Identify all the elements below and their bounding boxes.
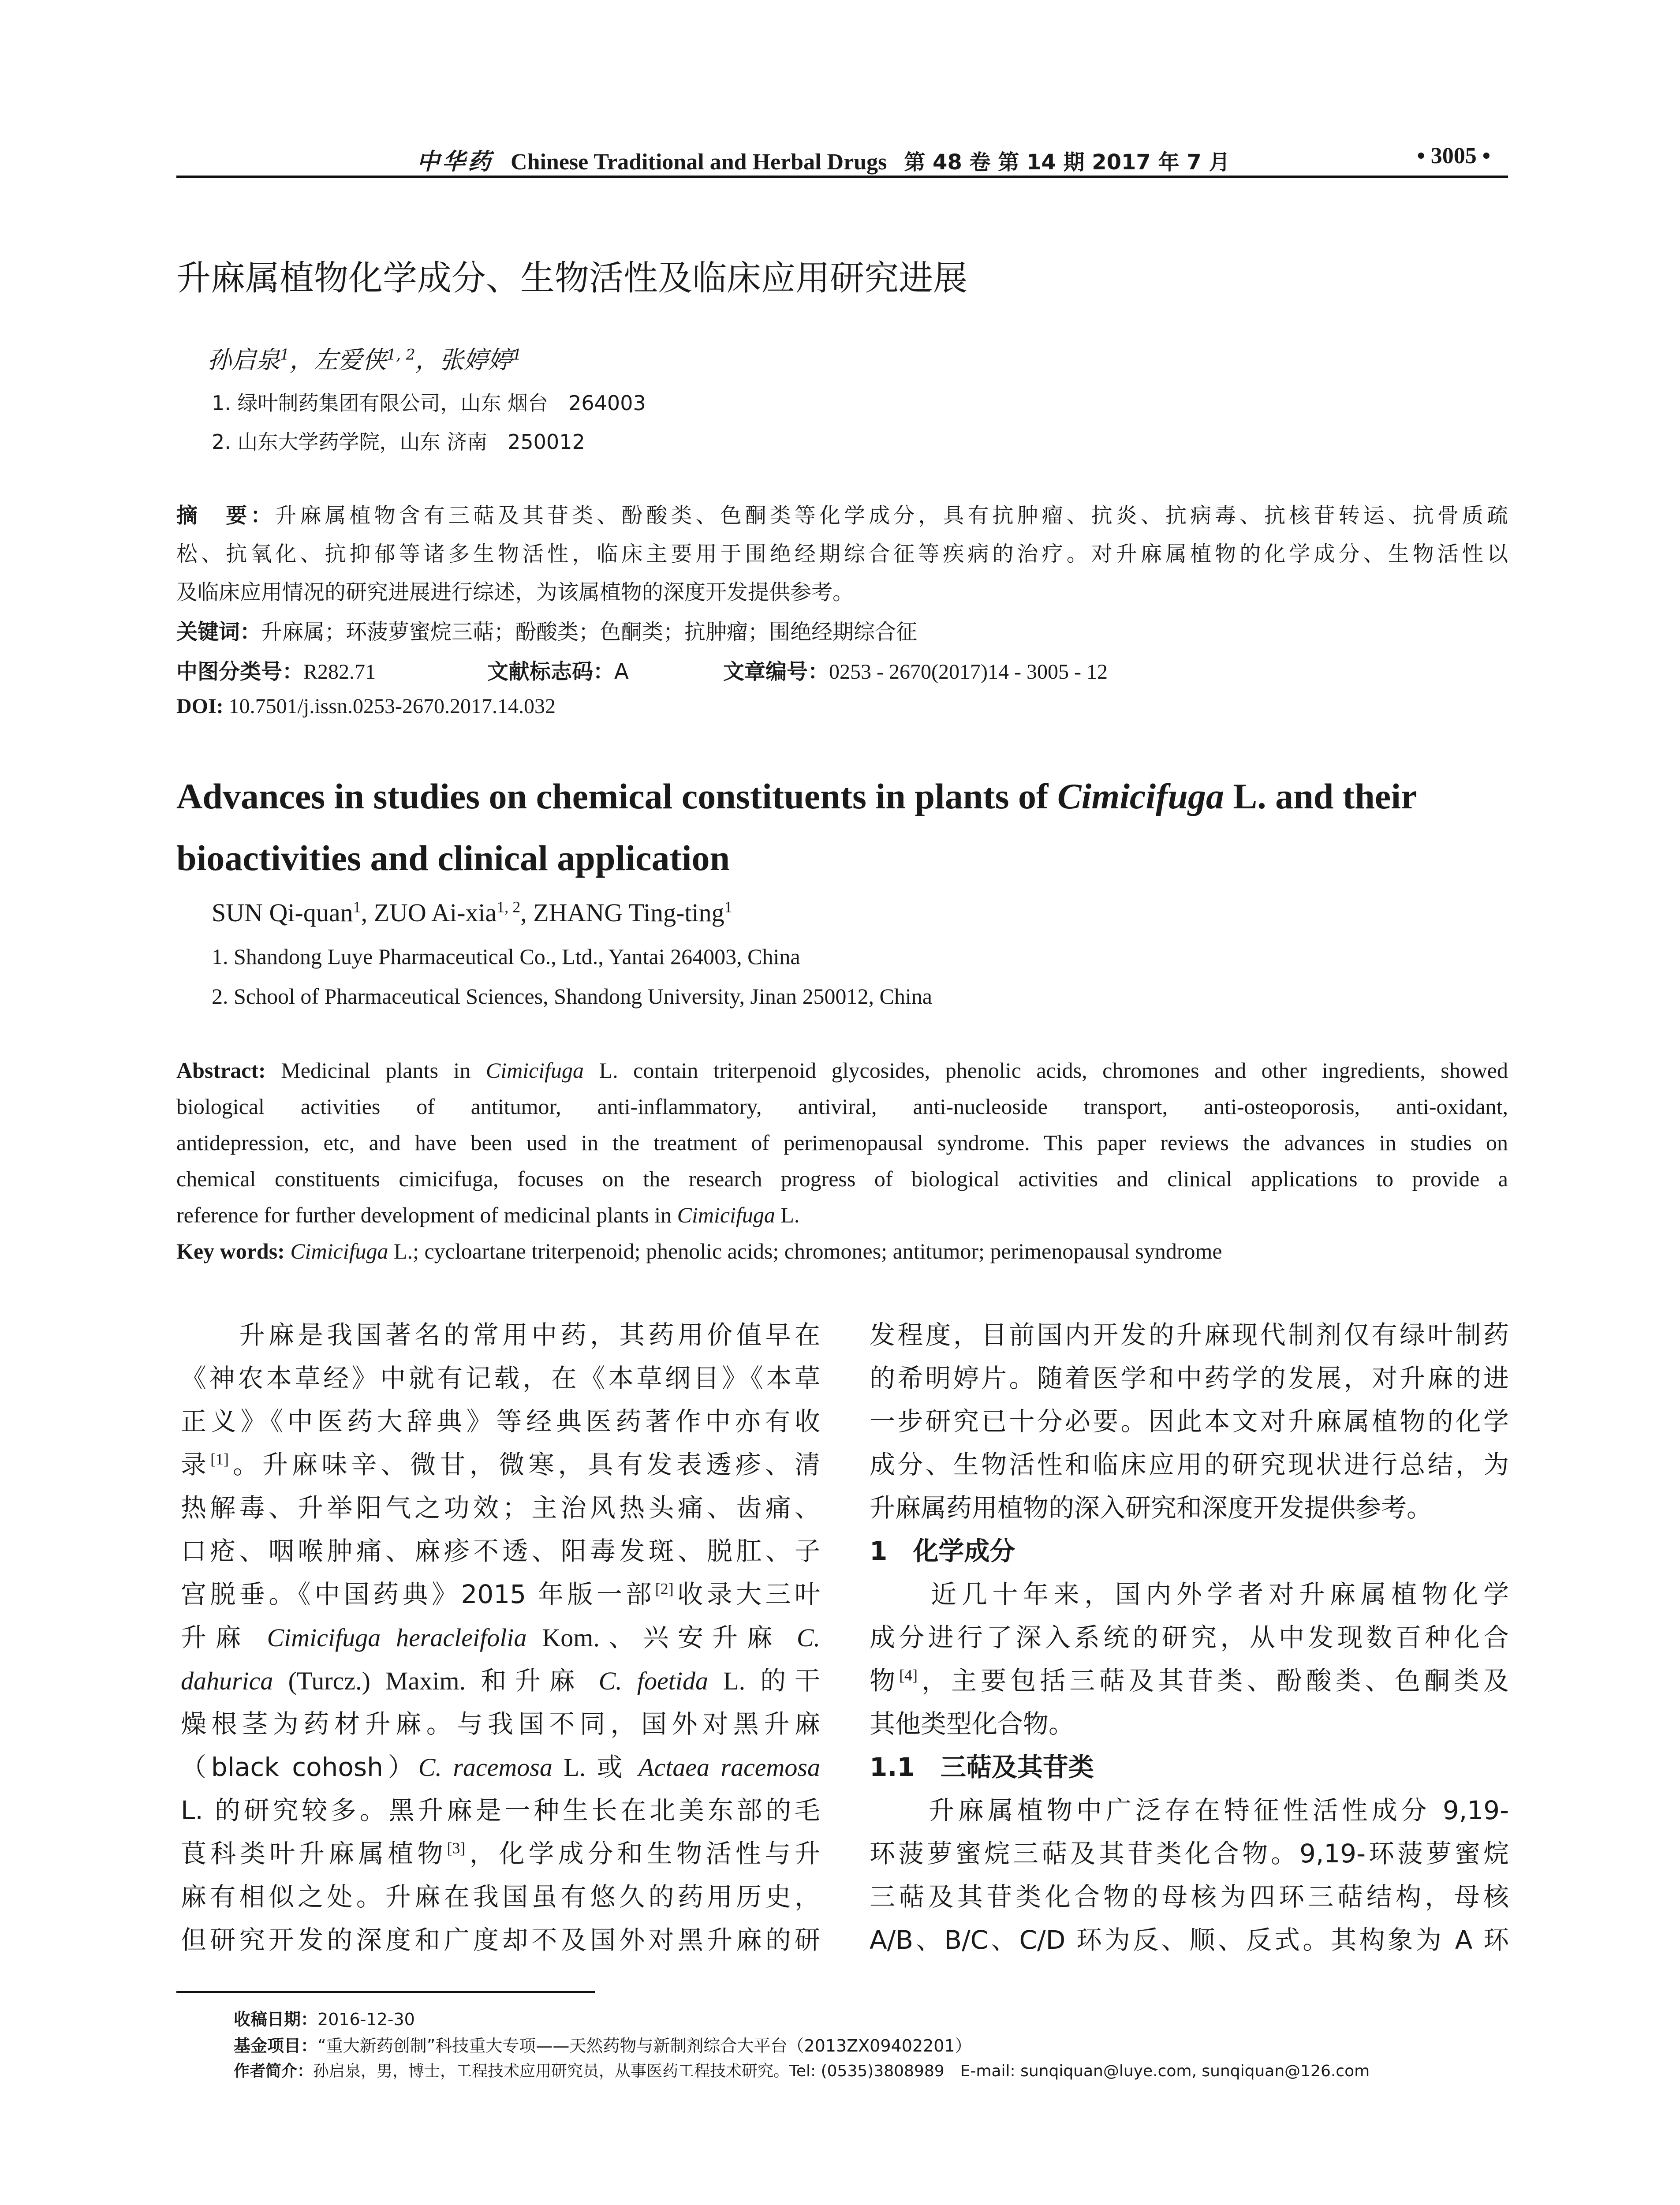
keywords-cn (176, 615, 1508, 645)
body-line (870, 1660, 1509, 1697)
body-line: A/B、B/C、C/D 环为反、顺、反式。其构象为 A 环 (870, 1925, 1509, 1955)
abstract-cn-label: 摘 要： (176, 503, 276, 528)
keywords-en-label: Key words: (176, 1239, 285, 1263)
author-list-en: SUN Qi-quan$^1$, ZUO Ai-xia$^{1, 2}$, ZHANG Ting-ting$^1$ (212, 898, 732, 927)
body-line (181, 1444, 820, 1481)
journal-name (417, 143, 1230, 176)
author-affil-sup: 1 (280, 346, 290, 364)
article-number (723, 654, 1108, 685)
footnote-rule (176, 1991, 595, 1993)
running-header (176, 140, 1508, 178)
body-line: 口疮、咽喉肿痛、麻疹不透、阳毒发斑、脱肛、子 (181, 1536, 820, 1566)
footnote-text: 2016-12-30 (317, 2010, 415, 2029)
body-line: 升麻是我国著名的常用中药，其药用价值早在 (181, 1320, 820, 1350)
body-line: 升麻属植物中广泛存在特征性活性成分 9,19- (870, 1795, 1509, 1825)
clc-label: 中图分类号： (176, 659, 304, 684)
keywords-cn-text: 升麻属；环菠萝蜜烷三萜；酚酸类；色酮类；抗肿瘤；围绝经期综合征 (261, 620, 918, 644)
author-name: ZHANG Ting-ting (533, 898, 724, 927)
author-affil-sup: 1 (724, 898, 732, 916)
body-text: ，主要包括三萜及其苷类、酚酸类、色酮类及 (918, 1666, 1509, 1696)
species-name: Actaea racemosa (638, 1753, 821, 1782)
body-text: 物 (870, 1666, 900, 1696)
body-line: 其他类型化合物。 (870, 1709, 1075, 1739)
article-number-value: 0253 - 2670(2017)14 - 3005 - 12 (829, 660, 1108, 684)
abstract-en-line: antidepression, etc, and have been used in the treatment of perimenopausal syndrome. This paper reviews the advances in studies on (176, 1130, 1508, 1155)
journal-name-en: Chinese Traditional and Herbal Drugs (511, 149, 887, 175)
body-text: 录 (181, 1450, 211, 1480)
doi-label: DOI: (176, 695, 224, 718)
body-text: Kom.、兴安升麻 (526, 1623, 797, 1652)
body-line: 升麻属药用植物的深入研究和深度开发提供参考。 (870, 1493, 1433, 1523)
abstract-en-line: chemical constituents cimicifuga, focuses on the research progress of biological activities and clinical applications to provide a (176, 1166, 1508, 1191)
body-text: (Turcz.) Maxim. 和升麻 (273, 1667, 599, 1695)
article-title-en (176, 766, 1508, 889)
abstract-en-label: Abstract: (176, 1058, 266, 1083)
body-line: 三萜及其苷类化合物的母核为四环三萜结构，母核 (870, 1882, 1509, 1912)
title-en-text: L. and their bioactivities and clinical application (176, 776, 1416, 878)
body-line (181, 1573, 820, 1611)
title-en-genus: Cimicifuga (1057, 776, 1224, 816)
article-title-cn: 升麻属植物化学成分、生物活性及临床应用研究进展 (176, 258, 968, 298)
journal-name-cn: 中华药 (417, 148, 494, 175)
affiliation-cn: 2. 山东大学药学院，山东 济南 250012 (212, 430, 585, 454)
body-line: 正义》《中医药大辞典》等经典医药著作中亦有收 (181, 1406, 820, 1436)
body-line: 发程度，目前国内开发的升麻现代制剂仅有绿叶制药 (870, 1320, 1509, 1350)
body-line (181, 1617, 820, 1654)
footnote-label: 作者简介： (234, 2062, 314, 2080)
author-affil-sup: 1 (512, 346, 522, 364)
author-name: 孙启泉 (207, 346, 280, 374)
abstract-en-line (176, 1058, 1508, 1083)
subsection-heading: 1.1 三萜及其苷类 (870, 1752, 1094, 1782)
keywords-cn-label: 关键词： (176, 620, 261, 644)
clc-value: R282.71 (303, 660, 376, 684)
body-line: 近几十年来，国内外学者对升麻属植物化学 (870, 1579, 1509, 1609)
body-line: 但研究开发的深度和广度却不及国外对黑升麻的研 (181, 1925, 820, 1955)
body-line: 麻有相似之处。升麻在我国虽有悠久的药用历史， (181, 1882, 820, 1912)
affiliation-en: 2. School of Pharmaceutical Sciences, Shandong University, Jinan 250012, China (212, 984, 932, 1009)
species-name: C. foetida (598, 1667, 709, 1695)
abstract-cn-line: 及临床应用情况的研究进展进行综述，为该属植物的深度开发提供参考。 (176, 580, 854, 605)
abstract-en-text: L. contain triterpenoid glycosides, phenolic acids, chromones and other ingredients, showed (584, 1058, 1508, 1083)
citation-ref: [4] (899, 1666, 918, 1684)
author-name: SUN Qi-quan (212, 898, 353, 927)
abstract-en-text: L. (775, 1203, 800, 1227)
author-affil-sup: 1 (353, 898, 361, 916)
abstract-cn-text: 升麻属植物含有三萜及其苷类、酚酸类、色酮类等化学成分，具有抗肿瘤、抗炎、抗病毒、抗核苷转运、抗骨质疏 (275, 503, 1508, 528)
author-affil-sup: 1, 2 (497, 898, 521, 916)
footnote-received (234, 2006, 415, 2030)
body-line: 成分、生物活性和临床应用的研究现状进行总结，为 (870, 1450, 1509, 1480)
body-line: 燥根茎为药材升麻。与我国不同，国外对黑升麻 (181, 1709, 820, 1739)
doc-code-value: A (614, 659, 629, 684)
body-line: 热解毒、升举阳气之功效；主治风热头痛、齿痛、 (181, 1493, 820, 1523)
citation-ref: [3] (447, 1839, 466, 1857)
body-text: L. 的干 (708, 1667, 820, 1695)
body-line: 的希明婷片。随着医学和中药学的发展，对升麻的进 (870, 1363, 1509, 1393)
body-line (181, 1660, 820, 1697)
author-list-cn: 孙启泉$^1$，左爱侠$^{1, 2}$，张婷婷$^1$ (207, 346, 522, 374)
body-text: 茛科类叶升麻属植物 (181, 1839, 447, 1869)
doc-code-label: 文献标志码： (487, 659, 615, 684)
citation-ref: [2] (655, 1580, 674, 1598)
abstract-en-genus: Cimicifuga (485, 1058, 584, 1083)
body-text: 升麻 (181, 1622, 267, 1652)
keywords-en-text: L.; cycloartane triterpenoid; phenolic acids; chromones; antitumor; perimenopausal syndrome (388, 1239, 1222, 1263)
article-number-label: 文章编号： (723, 659, 829, 684)
doi-line (176, 694, 1508, 718)
body-line (181, 1833, 820, 1870)
citation-ref: [1] (210, 1450, 229, 1468)
body-column-right (870, 1314, 1509, 1984)
body-text: L. 或 (552, 1753, 639, 1782)
classification-line (176, 654, 1508, 685)
footnote-author (234, 2059, 1370, 2081)
body-column-left (181, 1314, 820, 1984)
body-line: 《神农本草经》中就有记载，在《本草纲目》《本草 (181, 1363, 820, 1393)
abstract-en-line (176, 1202, 1508, 1228)
body-line: 成分进行了深入系统的研究，从中发现数百种化合 (870, 1622, 1509, 1652)
affiliation-cn: 1. 绿叶制药集团有限公司，山东 烟台 264003 (212, 391, 646, 415)
title-en-text: Advances in studies on chemical constituents in plants of (176, 776, 1057, 816)
body-line: 环菠萝蜜烷三萜及其苷类化合物。9,19-环菠萝蜜烷 (870, 1839, 1509, 1869)
abstract-en-genus: Cimicifuga (677, 1203, 775, 1227)
body-line (181, 1746, 820, 1783)
doc-code (487, 654, 629, 685)
body-text: ，化学成分和生物活性与升 (465, 1839, 820, 1869)
keywords-en-genus: Cimicifuga (290, 1239, 388, 1263)
species-name: dahurica (181, 1667, 273, 1695)
keywords-en (176, 1238, 1508, 1264)
abstract-en-line: biological activities of antitumor, anti-inflammatory, antiviral, anti-nucleoside transport, anti-osteoporosis, anti-oxidant, (176, 1094, 1508, 1119)
body-line: 一步研究已十分必要。因此本文对升麻属植物的化学 (870, 1406, 1509, 1436)
species-name: C. racemosa (418, 1753, 553, 1782)
abstract-cn-line: 松、抗氧化、抗抑郁等诸多生物活性，临床主要用于围绝经期综合征等疾病的治疗。对升麻属植物的化学成分、生物活性以 (176, 542, 1508, 566)
species-name: Cimicifuga heracleifolia (267, 1623, 527, 1652)
section-heading: 1 化学成分 (870, 1536, 1015, 1566)
affiliation-en: 1. Shandong Luye Pharmaceutical Co., Ltd., Yantai 264003, China (212, 944, 800, 969)
author-name: ZUO Ai-xia (373, 898, 497, 927)
footnote-fund (234, 2032, 972, 2056)
journal-issue: 第 48 卷 第 14 期 2017 年 7 月 (904, 150, 1230, 175)
body-line: L. 的研究较多。黑升麻是一种生长在北美东部的毛 (181, 1795, 820, 1825)
abstract-en-text: Medicinal plants in (265, 1058, 486, 1083)
page-number: • 3005 • (1417, 143, 1490, 168)
author-name: 左爱侠 (314, 346, 387, 374)
body-text: 。升麻味辛、微甘，微寒，具有发表透疹、清 (229, 1450, 820, 1480)
doi-value: 10.7501/j.issn.0253-2670.2017.14.032 (228, 695, 556, 718)
author-name: 张婷婷 (439, 346, 512, 374)
abstract-cn-line (176, 498, 1508, 529)
body-text: （black cohosh） (181, 1752, 418, 1782)
footnote-text: “重大新药创制”科技重大专项——天然药物与新制剂综合大平台（2013ZX09402201） (317, 2036, 972, 2056)
author-affil-sup: 1, 2 (386, 346, 415, 364)
footnote-label: 收稿日期： (234, 2010, 318, 2029)
species-name: C. (796, 1623, 820, 1652)
footnote-label: 基金项目： (234, 2036, 318, 2056)
abstract-en-text: reference for further development of medicinal plants in (176, 1203, 677, 1227)
body-text: 收录大三叶 (673, 1579, 820, 1609)
footnote-text: 孙启泉，男，博士，工程技术应用研究员，从事医药工程技术研究。Tel: (0535)3808989 E-mail: sunqiquan@luye.com, sunqiquan@126.com (313, 2062, 1370, 2080)
body-text: 宫脱垂。《中国药典》2015 年版一部 (181, 1579, 655, 1609)
